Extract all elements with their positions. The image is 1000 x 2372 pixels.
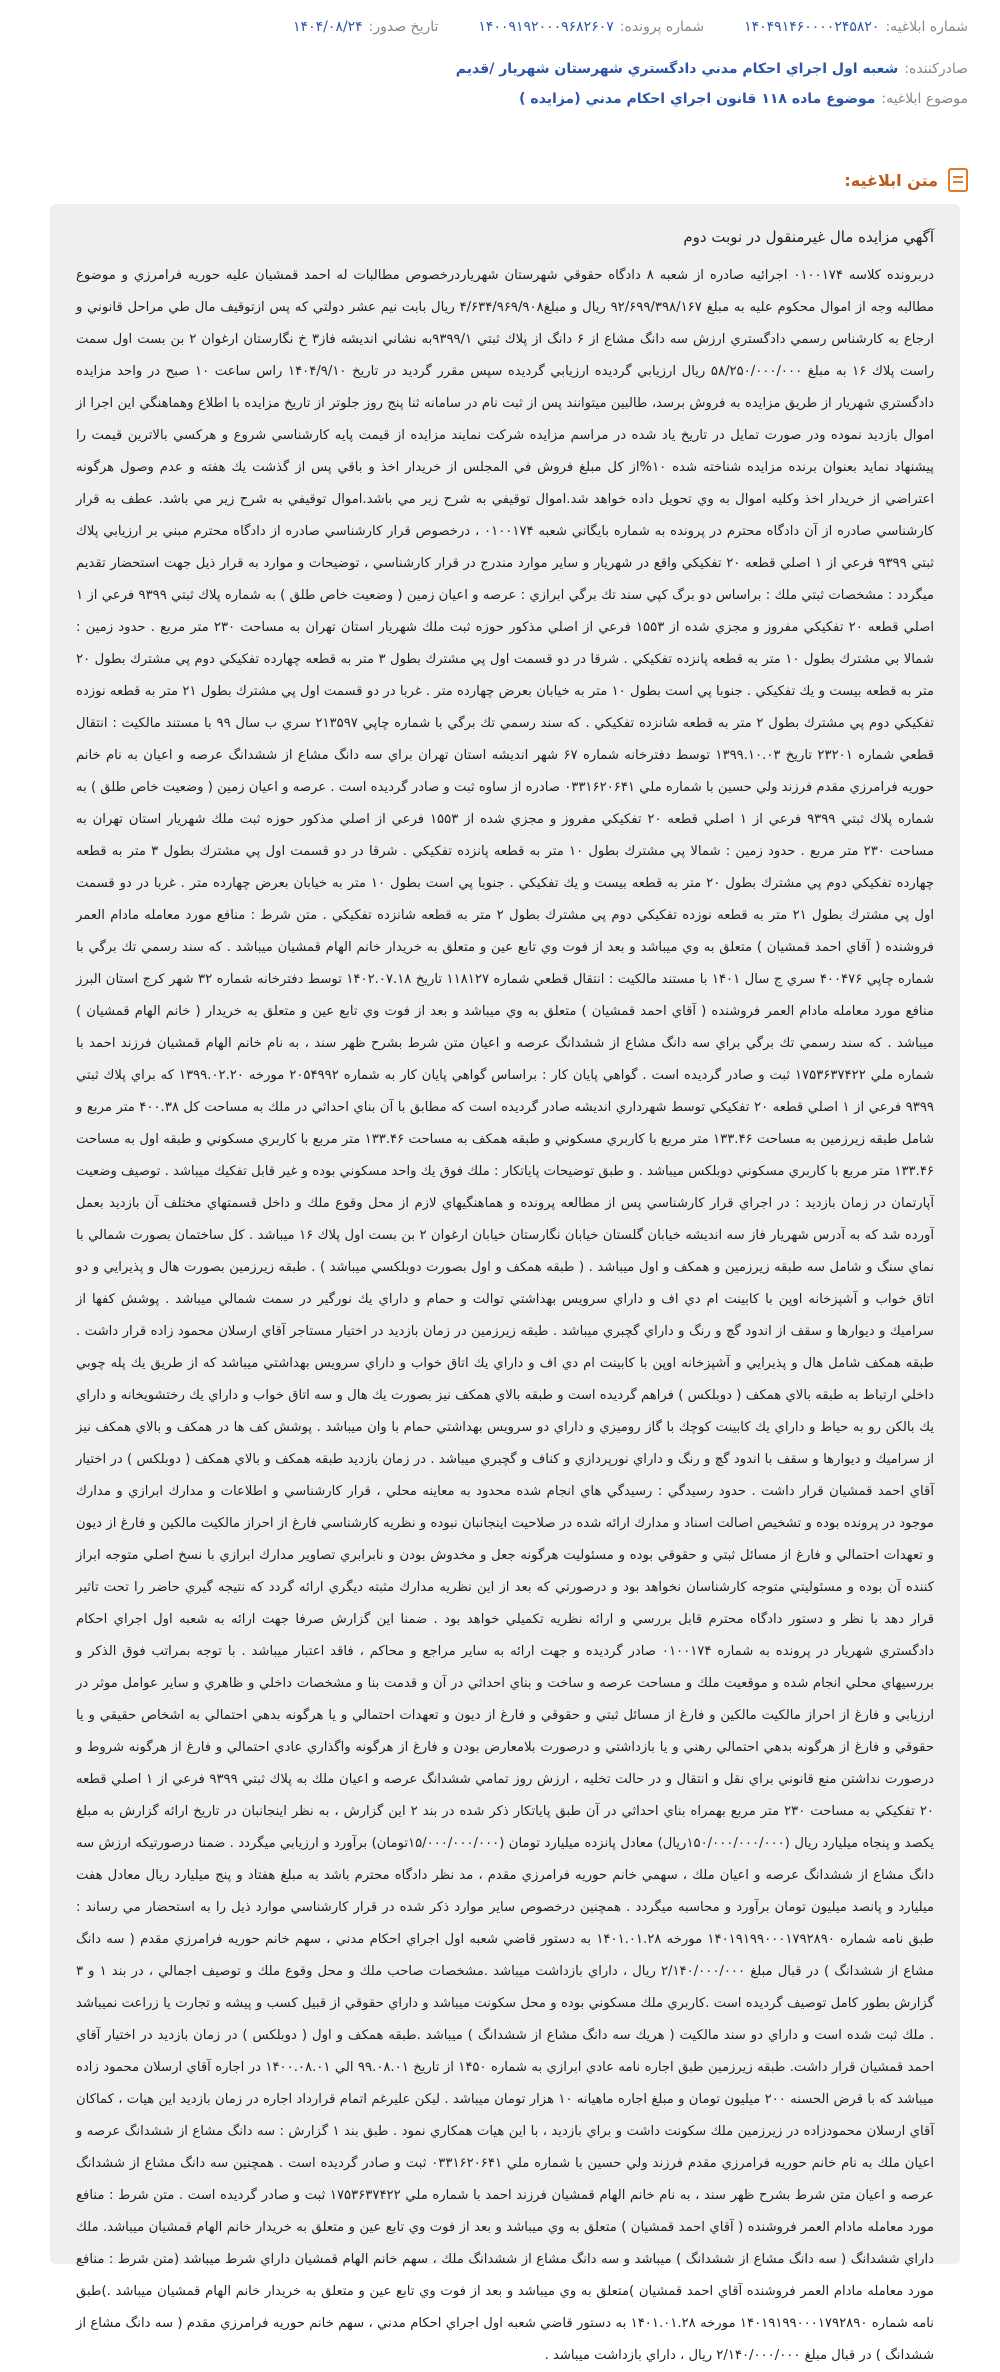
notice-number [744,19,968,35]
notice-meta-row [32,0,968,54]
issuer-label: صادرکننده: [904,61,968,77]
notice-number-value: ۱۴۰۴۹۱۴۶۰۰۰۰۲۴۵۸۲۰ [744,19,880,35]
issue-date [293,19,438,35]
notice-body-text: دربرونده كلاسه ۰۱۰۰۱۷۴ اجرائيه صادره از شعبه ۸ دادگاه حقوقي شهرستان شهرياردرخصوص مطالبات له احمد قمشيان عليه حوريه فرامرزي و موضوع مطالبه وجه از اموال محكوم عليه به مبلغ ۹۲/۶۹۹/۳۹۸/۱۶۷ ريال و مبلغ۴/۶۳۴/۹۶۹/۹۰۸ ريال بابت نيم عشر دولتي كه پس ازتوقيف مال طي مراحل قانوني و ارجاع به كارشناس رسمي دادگستري ارزش سه دانگ مشاع از ۶ دانگ از پلاك ثبتي ۹۳۹۹/۱به نشاني انديشه فاز۳ خ نگارستان ارغوان ۲ بن بست اول سمت راست پلاك ۱۶ به مبلغ ۵۸/۲۵۰/۰۰۰/۰۰۰ ريال ارزيابي گرديده ارزيابي گرديده سپس مقرر گرديد در تاريخ ۱۴۰۴/۹/۱۰ راس ساعت ۱۰ صبح در واحد مزايده دادگستري شهريار از طريق مزايده به فروش برسد، طالبين ميتوانند پس از ثبت نام در سامانه ثنا پنج روز جلوتر از تاريخ مزايده با اطلاع وهماهنگي اين اجرا از اموال بازديد نموده ودر صورت تمايل در تاريخ ياد شده در مراسم مزايده شركت نمايند مزايده از قيمت پايه كارشناسي شروع و هركسي بالاترين قيمت را پيشنهاد نمايد بعنوان برنده مزايده شناخته شده ۱۰%از كل مبلغ فروش في المجلس از خريدار اخذ و باقي پس از گذشت يك هفته و عدم وصول هرگونه اعتراضي از خريدار اخذ وكليه اموال به وي تحويل داده خواهد شد.اموال توقيفي به شرح زير مي باشد.اموال توقيفي به شرح زير مي باشد. عطف به قرار كارشناسي صادره از آن دادگاه محترم در پرونده به شماره بايگاني شعبه ۰۱۰۰۱۷۴ ، درخصوص قرار كارشناسي صادره از دادگاه محترم مبني بر ارزيابي پلاك ثبتي ۹۳۹۹ فرعي از ۱ اصلي قطعه ۲۰ تفكيكي واقع در شهريار و ساير موارد مندرج در قرار كارشناسي ، توضيحات و موارد به قرار ذيل جهت استحضار تقديم ميگردد : مشخصات ثبتي ملك : براساس دو برگ كپي سند تك برگي ابرازي : عرصه و اعيان زمين ( وضعيت خاص طلق ) به شماره پلاك ثبتي ۹۳۹۹ فرعي از ۱ اصلي قطعه ۲۰ تفكيكي مفروز و مجزي شده از ۱۵۵۳ فرعي از اصلي مذكور حوزه ثبت ملك شهريار استان تهران به مساحت ۲۳۰ متر مربع . حدود زمين : شمالا بي مشترك بطول ۱۰ متر به قطعه پانزده تفكيكي . شرقا در دو قسمت اول پي مشترك بطول ۳ متر به قطعه چهارده تفكيكي دوم پي مشترك بطول ۲۰ متر به قطعه بيست و يك تفكيكي . جنوبا پي است بطول ۱۰ متر به خيابان بعرض چهارده متر . غربا در دو قسمت اول پي مشترك بطول ۲۱ متر به قطعه نوزده تفكيكي دوم پي مشترك بطول ۲ متر به قطعه شانزده تفكيكي . كه سند رسمي تك برگي با شماره چاپي ۲۱۳۵۹۷ سري ب سال ۹۹ با مستند مالكيت : انتقال قطعي شماره ۲۳۲۰۱ تاريخ ۱۳۹۹.۱۰.۰۳ توسط دفترخانه شماره ۶۷ شهر انديشه استان تهران براي سه دانگ مشاع از ششدانگ عرصه و اعيان به نام خانم حوريه فرامرزي مقدم فرزند ولي حسين با شماره ملي ۰۳۳۱۶۲۰۶۴۱ صادره از ساوه ثبت و صادر گرديده است . عرصه و اعيان زمين ( وضعيت خاص طلق ) به شماره پلاك ثبتي ۹۳۹۹ فرعي از ۱ اصلي قطعه ۲۰ تفكيكي مفروز و مجزي شده از ۱۵۵۳ فرعي از اصلي مذكور حوزه ثبت ملك شهريار استان تهران به مساحت ۲۳۰ متر مربع . حدود زمين : شمالا پي مشترك بطول ۱۰ متر به قطعه پانزده تفكيكي . شرقا در دو قسمت اول پي مشترك بطول ۳ متر به قطعه چهارده تفكيكي دوم پي مشترك بطول ۲۰ متر به قطعه بيست و يك تفكيكي . جنوبا پي است بطول ۱۰ متر به خيابان بعرض چهارده متر . غربا در دو قسمت اول پي مشترك بطول ۲۱ متر به قطعه نوزده تفكيكي دوم پي مشترك بطول ۲ متر به قطعه شانزده تفكيكي . متن شرط : منافع مورد معامله مادام العمر فروشنده ( آقاي احمد قمشيان ) متعلق به وي ميباشد و بعد از فوت وي تابع عين و متعلق به خريدار خانم الهام قمشيان ميباشد . كه سند رسمي تك برگي با شماره چاپي ۴۰۰۴۷۶ سري ج سال ۱۴۰۱ با مستند مالكيت : انتقال قطعي شماره ۱۱۸۱۲۷ تاريخ ۱۴۰۲.۰۷.۱۸ توسط دفترخانه شماره ۳۲ شهر كرج استان البرز منافع مورد معامله مادام العمر فروشنده ( آقاي احمد قمشيان ) متعلق به وي ميباشد و بعد از فوت وي تابع عين و متعلق به خريدار ( خانم الهام قمشيان ) ميباشد . كه سند رسمي تك برگي براي سه دانگ مشاع از ششدانگ عرصه و اعيان متن شرط بشرح ظهر سند ، به نام خانم الهام قمشيان فرزند احمد با شماره ملي ۱۷۵۳۶۳۷۴۲۲ ثبت و صادر گرديده است . گواهي پايان كار : براساس گواهي پايان كار به شماره ۲۰۵۴۹۹۲ مورخه ۱۳۹۹.۰۲.۲۰ كه براي پلاك ثبتي ۹۳۹۹ فرعي از ۱ اصلي قطعه ۲۰ تفكيكي توسط شهرداري انديشه صادر گرديده است كه مطابق با آن بناي احداثي در ملك به مساحت كل ۴۰۰.۳۸ متر مربع و شامل طبقه زيرزمين به مساحت ۱۳۳.۴۶ متر مربع با كاربري مسكوني و طبقه همكف به مساحت ۱۳۳.۴۶ متر مربع با كاربري مسكوني و طبقه اول به مساحت ۱۳۳.۴۶ متر مربع با كاربري مسكوني دوبلكس ميباشد . و طبق توضيحات پاياتكار : ملك فوق يك واحد مسكوني بوده و غير قابل تفكيك ميباشد . توصيف وضعيت آپارتمان در زمان بازديد : در اجراي قرار كارشناسي پس از مطالعه پرونده و هماهنگيهاي لازم از محل وقوع ملك و داخل قسمتهاي مختلف آن بازديد بعمل آورده شد كه به آدرس شهريار فاز سه انديشه خيابان گلستان خيابان نگارستان خيابان ارغوان ۲ بن بست اول پلاك ۱۶ ميباشد . كل ساختمان بصورت شمالي با نماي سنگ و شامل سه طبقه زيرزمين و همكف و اول ميباشد . ( طبقه همكف و اول بصورت دوبلكسي ميباشد ) . طبقه زيرزمين بصورت هال و پذيرايي و دو اتاق خواب و آشپزخانه اوپن با كابينت ام دي اف و داراي سرويس بهداشتي توالت و حمام و داراي يك نورگير در سمت شمالي ميباشد . پوشش كفها از سراميك و ديوارها و سقف از اندود گچ و رنگ و داراي گچبري ميباشد . طبقه زيرزمين در زمان بازديد در اختيار مستاجر آقاي ارسلان محمود زاده قرار داشت . طبقه همكف شامل هال و پذيرايي و آشپزخانه اوپن با كابينت ام دي اف و داراي يك اتاق خواب و داراي سرويس بهداشتي ميباشد كه از طريق يك پله چوبي داخلي ارتباط به طبقه بالاي همكف ( دوبلكس ) فراهم گرديده است و طبقه بالاي همكف نيز بصورت يك هال و سه اتاق خواب و داراي يك رختشويخانه و داراي يك بالكن رو به حياط و داراي يك كابينت كوچك با گاز روميزي و داراي دو سرويس بهداشتي حمام با وان ميباشد . پوشش كف ها در همكف و بالاي همكف نيز از سراميك و ديوارها و سقف با اندود گچ و رنگ و داراي نورپردازي و كناف و گچبري ميباشد . در زمان بازديد طبقه همكف و بالاي همكف ( دوبلكس ) در اختيار آقاي احمد قمشيان قرار داشت . حدود رسيدگي : رسيدگي هاي انجام شده محدود به معاينه محلي ، قرار كارشناسي و اطلاعات و مدارك ابرازي و مدارك موجود در پرونده بوده و تشخيص اصالت اسناد و مدارك ارائه شده در صلاحيت اينجانبان نبوده و نظريه كارشناسي فارغ از احراز مالكيت مالكين و فارغ از ديون و تعهدات احتمالي و فارغ از مسائل ثبتي و حقوقي بوده و مسئوليت هرگونه جعل و مخدوش بودن و نابرابري تصاوير مدارك ابرازي با نسخ اصلي متوجه ابراز كننده آن بوده و مسئوليتي متوجه كارشناسان نخواهد بود و درصورتي كه بعد از اين نظريه مدارك مثبته ديگري ارائه گردد كه نتيجه گيري حاضر را تحت تاثير قرار دهد با نظر و دستور دادگاه محترم قابل بررسي و ارائه نظريه تكميلي خواهد بود . ضمنا اين گزارش صرفا جهت ارائه به شعبه اول اجراي احكام دادگستري شهريار در پرونده به شماره ۰۱۰۰۱۷۴ صادر گرديده و جهت ارائه به ساير مراجع و محاكم ، فاقد اعتبار ميباشد . با توجه بمراتب فوق الذكر و بررسيهاي محلي انجام شده و موقعيت ملك و مساحت عرصه و ساخت و بناي احداثي در آن و قدمت بنا و مشخصات داخلي و ظاهري و ساير عوامل موثر در ارزيابي و فارغ از احراز مالكيت مالكين و فارغ از مسائل ثبتي و حقوقي و فارغ از ديون و تعهدات احتمالي و يا هرگونه بدهي احتمالي به اشخاص حقيقي و يا حقوقي و فارغ از هرگونه بدهي احتمالي رهني و يا بازداشتي و درصورت بلامعارض بودن و فارغ از هرگونه واگذاري عادي احتمالي و فارغ از هرگونه شروط و درصورت نداشتن منع قانوني براي نقل و انتقال و در حالت تخليه ، ارزش روز تمامي ششدانگ عرصه و اعيان ملك به پلاك ثبتي ۹۳۹۹ فرعي از ۱ اصلي قطعه ۲۰ تفكيكي به مساحت ۲۳۰ متر مربع بهمراه بناي احداثي در آن طبق پاياتكار ذكر شده در بند ۲ اين گزارش ، به نظر اينجانبان در تاريخ ارائه گزارش به مبلغ يكصد و پنجاه ميليارد ريال (۱۵۰/۰۰۰/۰۰۰/۰۰۰ريال) معادل پانزده ميليارد تومان (۱۵/۰۰۰/۰۰۰/۰۰۰تومان) برآورد و ارزيابي ميگردد . ضمنا درصورتيكه ارزش سه دانگ مشاع از ششدانگ عرصه و اعيان ملك ، سهمي خانم حوريه فرامرزي مقدم ، مد نظر دادگاه محترم باشد به مبلغ هفتاد و پنج ميليارد ريال معادل هفت ميليارد و پانصد ميليون تومان برآورد و محاسبه ميگردد . همچنين درخصوص ساير موارد ذكر شده در قرار كارشناسي موارد ذيل را به استحضار مي رساند : طبق نامه شماره ۱۴۰۱۹۱۹۹۰۰۰۱۷۹۲۸۹۰ مورخه ۱۴۰۱.۰۱.۲۸ به دستور قاضي شعبه اول اجراي احكام مدني ، سهم خانم حوريه فرامرزي مقدم ( سه دانگ مشاع از ششدانگ ) در قبال مبلغ ۲/۱۴۰/۰۰۰/۰۰۰ ريال ، داراي بازداشت ميباشد .مشخصات صاحب ملك و محل وقوع ملك و توصيف اجمالي ، در بند ۱ و ۳ گزارش بطور كامل توصيف گرديده است .كاربري ملك مسكوني بوده و محل سكونت ميباشد و داراي حقوقي از قبيل كسب و پيشه و تجارت يا زراعت نميباشد . ملك ثبت شده است و داراي دو سند مالكيت ( هريك سه دانگ مشاع از ششدانگ ) ميباشد .طبقه همكف و اول ( دوبلكس ) در زمان بازديد در اختيار آقاي احمد قمشيان قرار داشت. طبقه زيرزمين طبق اجاره نامه عادي ابرازي به شماره ۱۴۵۰ از تاريخ ۹۹.۰۸.۰۱ الي ۱۴۰۰.۰۸.۰۱ در اجاره آقاي ارسلان محمود زاده ميباشد كه با قرض الحسنه ۲۰۰ ميليون تومان و مبلغ اجاره ماهيانه ۱۰ هزار تومان ميباشد . ليكن عليرغم اتمام قرارداد اجاره در زمان بازديد اين هيات ، كماكان آقاي ارسلان محمودزاده در زيرزمين ملك سكونت داشت و براي بازديد ، با اين هيات همكاري نمود . طبق بند ۱ گزارش : سه دانگ مشاع از ششدانگ عرصه و اعيان ملك به نام خانم حوريه فرامرزي مقدم فرزند ولي حسين با شماره ملي ۰۳۳۱۶۲۰۶۴۱ ثبت و صادر گرديده است . همچنين سه دانگ مشاع از ششدانگ عرصه و اعيان متن شرط بشرح ظهر سند ، به نام خانم الهام قمشيان فرزند احمد با شماره ملي ۱۷۵۳۶۳۷۴۲۲ ثبت و صادر گرديده است . متن شرط : منافع مورد معامله مادام العمر فروشنده ( آقاي احمد قمشيان ) متعلق به وي ميباشد و بعد از فوت وي تابع عين و متعلق به خريدار خانم الهام قمشيان ميباشد. ملك داراي ششدانگ ( سه دانگ مشاع از ششدانگ ) ميباشد و سه دانگ مشاع از ششدانگ ملك ، سهم خانم الهام قمشيان داراي شرط ميباشد (متن شرط : منافع مورد معامله مادام العمر فروشنده آقاي احمد قمشيان )متعلق به وي ميباشد و بعد از فوت وي تابع عين و متعلق به خريدار خانم الهام قمشيان ميباشد .)طبق نامه شماره ۱۴۰۱۹۱۹۹۰۰۰۱۷۹۲۸۹۰ مورخه ۱۴۰۱.۰۱.۲۸ به دستور قاضي شعبه اول اجراي احكام مدني ، سهم خانم حوريه فرامرزي مقدم ( سه دانگ مشاع از ششدانگ ) در قبال مبلغ ۲/۱۴۰/۰۰۰/۰۰۰ ريال ، داراي بازداشت ميباشد . [76,268,935,2363]
notice-body-title: آگهي مزايده مال غيرمنقول در نوبت دوم [683,228,934,246]
subject-value: موضوع ماده ۱۱۸ قانون اجراي احكام مدني (مزايده ) [519,91,876,107]
document-icon [948,168,968,192]
section-title [844,168,968,192]
subject-label: موضوع ابلاغیه: [881,91,968,107]
notice-number-label: شماره ابلاغیه: [885,19,968,35]
issuer-row [32,54,968,84]
issue-date-label: تاریخ صدور: [368,19,439,35]
case-number-label: شماره پرونده: [619,19,705,35]
case-number-value: ۱۴۰۰۹۱۹۲۰۰۰۹۶۸۲۶۰۷ [478,19,614,35]
notice-header [0,0,1000,155]
notice-body [50,204,960,2363]
case-number [478,19,704,35]
issue-date-value: ۱۴۰۴/۰۸/۲۴ [293,19,363,35]
issuer-value: شعبه اول اجراي احكام مدني دادگستري شهرستان شهريار /قديم [455,61,899,77]
section-title-text: متن ابلاغیه: [844,170,938,190]
subject-row [32,84,968,114]
